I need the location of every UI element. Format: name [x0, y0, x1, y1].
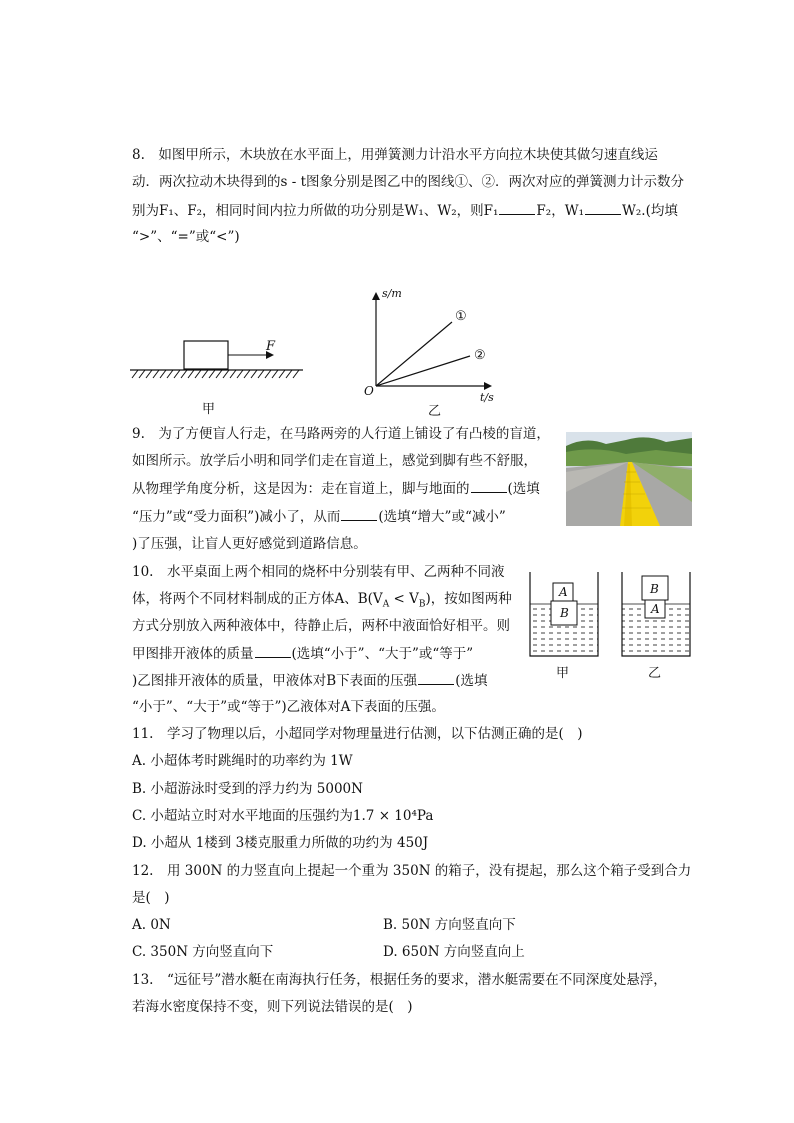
q11-option-d[interactable]: D. 小超从 1楼到 3楼克服重力所做的功约为 450J	[132, 835, 429, 851]
q8-line-3	[132, 200, 678, 221]
y-axis-arrow	[372, 292, 380, 300]
q8-figure-yi-graph	[360, 290, 500, 395]
q8-line-3-text-a: 别为F₁、F₂，相同时间内拉力所做的功分别是W₁、W₂，则F₁	[132, 203, 499, 219]
q9-line-3-text-b: (选填	[507, 481, 540, 497]
q8-blank-2[interactable]	[585, 200, 621, 215]
q9-line-1: 9. 为了方便盲人行走，在马路两旁的人行道上铺设了有凸棱的盲道，	[132, 426, 550, 442]
force-label: F	[266, 339, 276, 354]
q10-line-6: “小于”、“大于”或“等于”)乙液体对A下表面的压强。	[132, 699, 445, 715]
q10-line-4-text-b: (选填“小于”、“大于”或“等于”	[291, 646, 474, 662]
q9-line-4	[132, 506, 506, 527]
beaker-yi-caption: 乙	[648, 666, 662, 681]
curve-2-label: ②	[474, 348, 486, 363]
q11-option-b[interactable]: B. 小超游泳时受到的浮力约为 5000N	[132, 781, 363, 797]
line-1	[376, 322, 452, 386]
origin-label: O	[364, 384, 374, 398]
ground-hatching	[132, 370, 299, 378]
q13-stem-2: 若海水密度保持不变，则下列说法错误的是( )	[132, 999, 413, 1015]
q12-stem-1: 12. 用 300N 的力竖直向上提起一个重为 350N 的箱子，没有提起，那么这个箱子受到合力	[132, 863, 692, 879]
q10-line-2-end: )，按如图两种	[425, 591, 512, 607]
left-top-block-label: A	[559, 585, 568, 599]
q12-option-c[interactable]: C. 350N 方向竖直向下	[132, 944, 274, 960]
q9-line-4-text-b: (选填“增大”或“减小”	[378, 509, 506, 525]
q10-sub-b: B	[418, 599, 426, 610]
left-bottom-block-label: B	[560, 606, 569, 620]
q8-line-3-text-c: W₂.(均填	[622, 203, 678, 219]
x-axis-label: t/s	[480, 391, 494, 404]
tactile-paving-photo	[566, 432, 692, 526]
q10-sub-a: A	[382, 599, 390, 610]
q8-line-2: 动．两次拉动木块得到的s - t图象分别是图乙中的图线①、②．两次对应的弹簧测力计示数分	[132, 174, 684, 190]
q9-line-2: 如图所示。放学后小明和同学们走在盲道上，感觉到脚有些不舒服，	[132, 453, 537, 469]
q8-blank-1[interactable]	[499, 200, 535, 215]
q10-line-3: 方式分别放入两种液体中，待静止后，两杯中液面恰好相平。则	[132, 618, 510, 634]
q10-line-5-text-b: (选填	[455, 673, 488, 689]
q13-stem-1: 13. “远征号”潜水艇在南海执行任务，根据任务的要求，潜水艇需要在不同深度处悬浮，	[132, 972, 667, 988]
beaker-jia-caption: 甲	[556, 666, 570, 681]
figure-jia-caption: 甲	[202, 402, 216, 417]
q12-option-b[interactable]: B. 50N 方向竖直向下	[383, 917, 516, 933]
q10-blank-1[interactable]	[255, 643, 291, 658]
q8-line-1: 8. 如图甲所示，木块放在水平面上，用弹簧测力计沿水平方向拉木块使其做匀速直线运	[132, 147, 658, 163]
q9-blank-1[interactable]	[471, 478, 507, 493]
y-axis-label: s/m	[382, 287, 402, 300]
q10-line-4-text-a: 甲图排开液体的质量	[132, 646, 254, 662]
right-top-block-label: B	[650, 582, 659, 596]
q9-line-5: )了压强，让盲人更好感觉到道路信息。	[132, 536, 367, 552]
q12-option-a[interactable]: A. 0N	[132, 917, 171, 933]
figure-yi-caption: 乙	[428, 404, 442, 419]
q9-line-3	[132, 478, 540, 499]
q10-blank-2[interactable]	[418, 670, 454, 685]
q11-stem: 11. 学习了物理以后，小超同学对物理量进行估测，以下估测正确的是( )	[132, 726, 583, 742]
q8-line-3-text-b: F₂，W₁	[536, 203, 584, 219]
q8-figure-jia	[128, 335, 308, 385]
q8-line-4: “>”、“=”或“<”)	[132, 229, 240, 245]
q10-line-2	[132, 589, 512, 615]
x-axis-arrow	[484, 382, 492, 390]
q10-line-5-text-a: )乙图排开液体的质量，甲液体对B下表面的压强	[132, 673, 418, 689]
q11-option-c[interactable]: C. 小超站立时对水平地面的压强约为1.7 × 10⁴Pa	[132, 808, 434, 824]
q10-beakers-figure	[524, 570, 694, 662]
q10-line-1: 10. 水平桌面上两个相同的烧杯中分别装有甲、乙两种不同液	[132, 564, 505, 580]
q9-line-4-text-a: “压力”或“受力面积”)减小了，从而	[132, 509, 341, 525]
q10-line-4	[132, 643, 473, 664]
q11-option-a[interactable]: A. 小超体考时跳绳时的功率约为 1W	[132, 753, 353, 769]
q10-line-2-mid: < V	[389, 591, 419, 607]
line-2	[376, 356, 470, 386]
q9-line-3-text-a: 从物理学角度分析，这是因为：走在盲道上，脚与地面的	[132, 481, 470, 497]
wooden-block	[184, 341, 228, 369]
right-bottom-block-label: A	[651, 602, 660, 616]
q10-line-2-text: 体，将两个不同材料制成的正方体A、B(V	[132, 591, 383, 607]
curve-1-label: ①	[455, 309, 467, 324]
q10-line-5	[132, 670, 487, 691]
q9-blank-2[interactable]	[341, 506, 377, 521]
q12-stem-2: 是( )	[132, 890, 170, 906]
q12-option-d[interactable]: D. 650N 方向竖直向上	[383, 944, 525, 960]
